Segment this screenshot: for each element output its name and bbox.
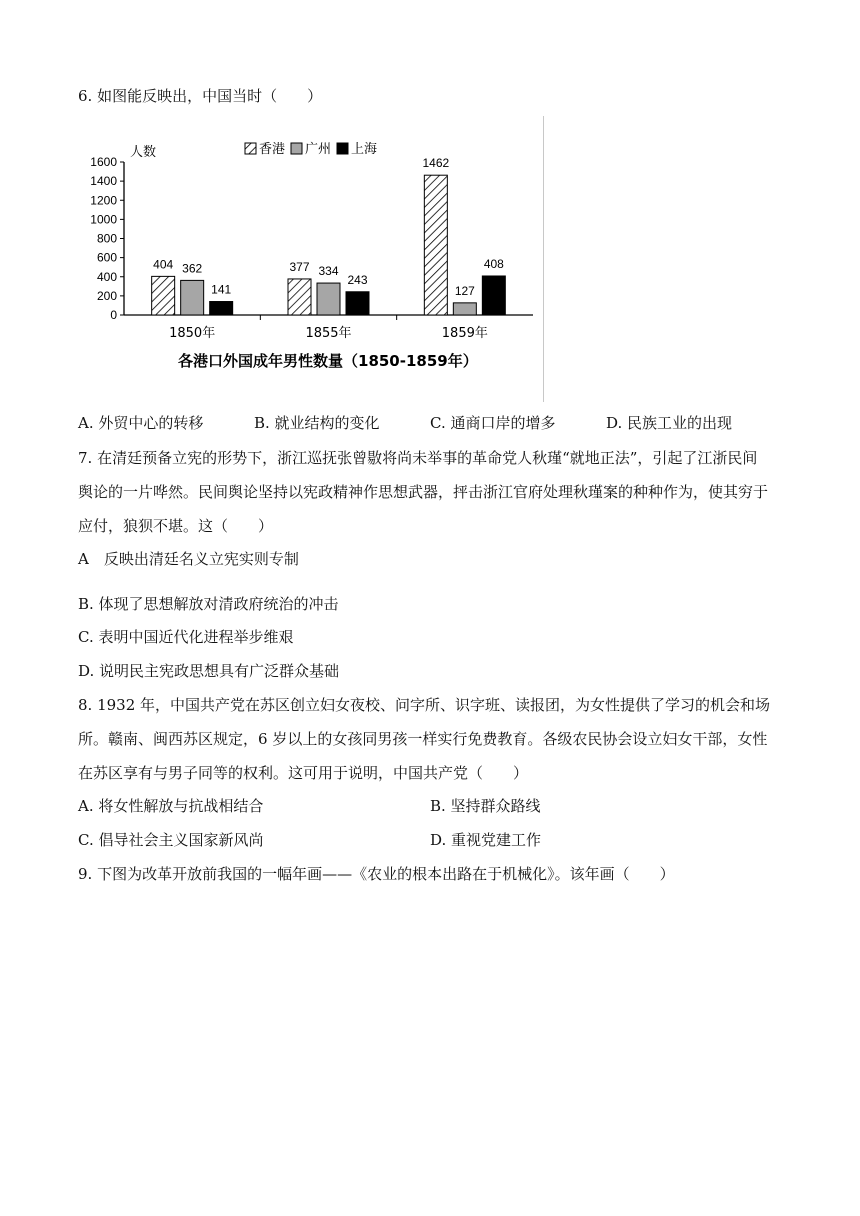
divider-line [543, 116, 544, 402]
q7-stem-line-1: 7. 在清廷预备立宪的形势下，浙江巡抚张曾敭将尚未举事的革命党人秋瑾“就地正法”，引起了江浙民间 [78, 449, 758, 467]
q6-option-a[interactable]: A. 外贸中心的转移 [78, 414, 204, 432]
y-tick-label: 200 [96, 288, 117, 303]
y-tick-label: 1400 [90, 174, 117, 189]
q8-stem-line-1: 8. 1932 年，中国共产党在苏区创立妇女夜校、问字所、识字班、读报团，为女性提供了学习的机会和场 [78, 696, 771, 714]
bar-广州 [317, 283, 340, 315]
data-label: 127 [454, 283, 475, 298]
legend-swatch-广州 [291, 143, 302, 154]
bar-香港 [152, 276, 175, 315]
data-label: 404 [153, 257, 174, 272]
y-tick-label: 800 [96, 231, 117, 246]
y-tick-label: 1200 [90, 193, 117, 208]
q6-option-c[interactable]: C. 通商口岸的增多 [430, 414, 556, 432]
x-category-label: 1859年 [441, 326, 488, 341]
x-category-label: 1850年 [169, 326, 216, 341]
legend-label: 香港 [259, 142, 286, 157]
y-tick-label: 400 [96, 269, 117, 284]
bar-广州 [181, 280, 204, 315]
chart-title: 各港口外国成年男性数量（1850-1859年） [178, 352, 478, 370]
data-label: 243 [347, 272, 368, 287]
q8-option-b[interactable]: B. 坚持群众路线 [430, 797, 541, 815]
legend-label: 上海 [351, 142, 378, 157]
q6-option-d[interactable]: D. 民族工业的出现 [606, 414, 733, 432]
legend-swatch-香港 [245, 143, 256, 154]
q7-stem-line-2: 舆论的一片哗然。民间舆论坚持以宪政精神作思想武器，抨击浙江官府处理秋瑾案的种种作为，使其穷于 [78, 483, 769, 501]
data-label: 334 [318, 264, 339, 279]
bar-香港 [288, 279, 311, 315]
legend-swatch-上海 [337, 143, 348, 154]
y-tick-label: 600 [96, 250, 117, 265]
bar-上海 [346, 292, 369, 315]
q8-stem-line-2: 所。赣南、闽西苏区规定，6 岁以上的女孩同男孩一样实行免费教育。各级农民协会设立妇女干部，女性 [78, 730, 768, 748]
bar-chart [78, 112, 548, 382]
y-tick-label: 0 [110, 308, 117, 322]
data-label: 362 [182, 261, 203, 276]
data-label: 377 [289, 259, 310, 274]
y-axis-label: 人数 [130, 144, 157, 159]
q7-option-b[interactable]: B. 体现了思想解放对清政府统治的冲击 [78, 595, 339, 613]
q8-option-a[interactable]: A. 将女性解放与抗战相结合 [78, 797, 264, 815]
q7-stem-line-3: 应付，狼狈不堪。这（ ） [78, 517, 274, 535]
q8-option-d[interactable]: D. 重视党建工作 [430, 831, 542, 849]
q7-option-d[interactable]: D. 说明民主宪政思想具有广泛群众基础 [78, 662, 340, 680]
q8-option-c[interactable]: C. 倡导社会主义国家新风尚 [78, 831, 264, 849]
q7-option-a[interactable]: A 反映出清廷名义立宪实则专制 [78, 550, 299, 568]
x-category-label: 1855年 [305, 326, 352, 341]
data-label: 1462 [422, 156, 450, 171]
bar-广州 [453, 303, 476, 315]
y-tick-label: 1600 [90, 155, 117, 169]
data-label: 141 [211, 282, 232, 297]
q6-stem: 6. 如图能反映出，中国当时（ ） [78, 87, 323, 105]
bar-香港 [424, 175, 447, 315]
y-tick-label: 1000 [90, 212, 117, 227]
data-label: 408 [483, 256, 504, 271]
legend-label: 广州 [305, 142, 332, 157]
q9-stem: 9. 下图为改革开放前我国的一幅年画——《农业的根本出路在于机械化》。该年画（ ） [78, 865, 675, 883]
bar-上海 [210, 302, 233, 315]
q6-option-b[interactable]: B. 就业结构的变化 [254, 414, 380, 432]
q8-stem-line-3: 在苏区享有与男子同等的权利。这可用于说明，中国共产党（ ） [78, 764, 529, 782]
bar-上海 [482, 276, 505, 315]
q7-option-c[interactable]: C. 表明中国近代化进程举步维艰 [78, 628, 294, 646]
